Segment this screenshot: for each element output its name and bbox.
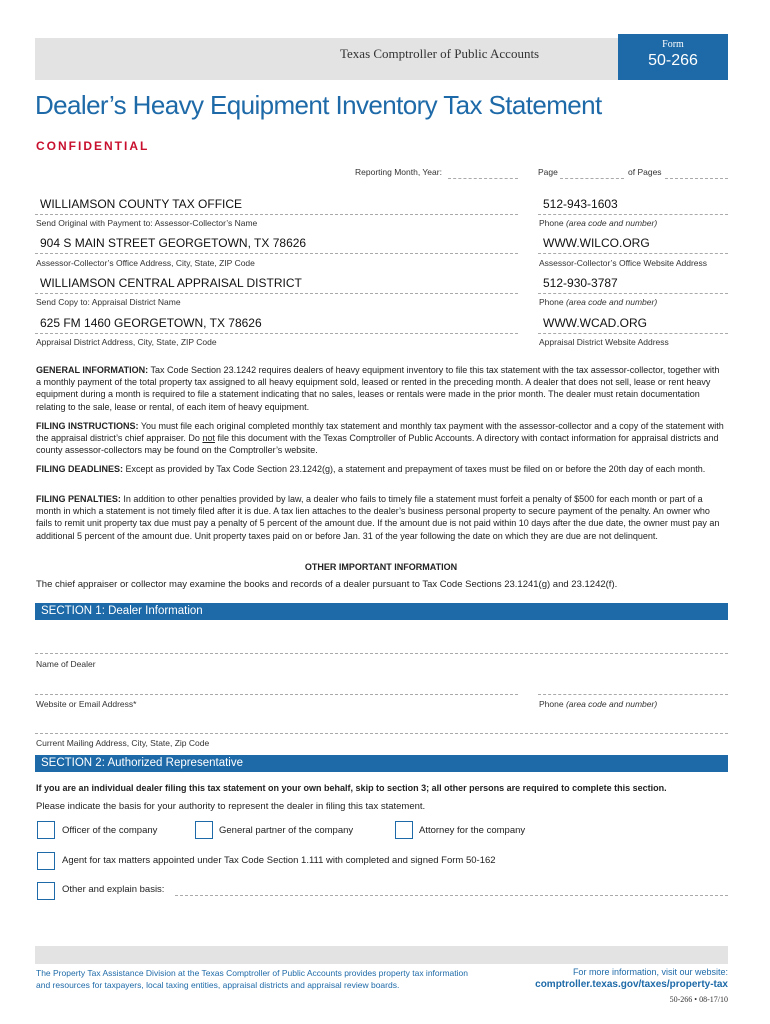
district-website-value[interactable]: WWW.WCAD.ORG bbox=[543, 316, 647, 330]
form-label: Form bbox=[662, 39, 684, 50]
confidential-label: CONFIDENTIAL bbox=[36, 139, 150, 153]
dealer-phone-label: Phone (area code and number) bbox=[539, 699, 658, 709]
district-address-value[interactable]: 625 FM 1460 GEORGETOWN, TX 78626 bbox=[40, 316, 262, 330]
page-field[interactable] bbox=[560, 178, 624, 179]
filing-penalties: FILING PENALTIES: In addition to other penalties provided by law, a dealer who fails to timely file a statement must forfeit a penalty of $500 for each month or part of a month in which a statement is not timely filed after it is due. A tax lien attaches to the dealer’s business personal property to secure payment of the penalty. An owner who fails to remit unit property tax due must pay a penalty of 5 percent of the amount due. If the amount due is not paid within 10 days after the due date, the owner must pay an additional 5 percent of the amount due. Unit property taxes paid on or before Jan. 31 of the year following the date on which they are due are not delinquent. bbox=[36, 494, 720, 541]
field-line bbox=[538, 293, 728, 294]
section2-instruction: If you are an individual dealer filing this tax statement on your own behalf, skip to section 3; all other persons are required to complete this section. bbox=[36, 783, 667, 793]
collector-phone-value[interactable]: 512-943-1603 bbox=[543, 197, 618, 211]
dealer-mailing-field[interactable] bbox=[35, 733, 728, 734]
dealer-name-label: Name of Dealer bbox=[36, 659, 96, 669]
footer-band bbox=[35, 946, 728, 964]
district-address-label: Appraisal District Address, City, State, ZIP Code bbox=[36, 337, 217, 347]
collector-website-label: Assessor-Collector’s Office Website Address bbox=[539, 258, 708, 268]
footer-website-link[interactable]: comptroller.texas.gov/taxes/property-tax bbox=[535, 979, 728, 990]
dealer-mailing-label: Current Mailing Address, City, State, Zip Code bbox=[36, 738, 210, 748]
agent-checkbox[interactable] bbox=[37, 852, 55, 870]
footer-more-info: For more information, visit our website: bbox=[572, 967, 728, 977]
section2-header: SECTION 2: Authorized Representative bbox=[35, 755, 728, 772]
attorney-label: Attorney for the company bbox=[419, 825, 526, 836]
footer-form-code: 50-266 • 08-17/10 bbox=[669, 995, 728, 1004]
other-info-text: The chief appraiser or collector may examine the books and records of a dealer pursuant to Tax Code Sections 23.1241(g) and 23.1242(f). bbox=[36, 579, 618, 590]
section2-basis-prompt: Please indicate the basis for your authority to represent the dealer in filing this tax statement. bbox=[36, 801, 426, 812]
district-phone-value[interactable]: 512-930-3787 bbox=[543, 276, 618, 290]
dealer-name-field[interactable] bbox=[35, 653, 728, 654]
district-website-label: Appraisal District Website Address bbox=[539, 337, 669, 347]
field-line bbox=[35, 293, 518, 294]
district-phone-label: Phone (area code and number) bbox=[539, 297, 658, 307]
field-line bbox=[538, 253, 728, 254]
other-explain-field[interactable] bbox=[175, 895, 728, 896]
filing-deadlines: FILING DEADLINES: Except as provided by Tax Code Section 23.1242(g), a statement and prepayment of taxes must be filed on or before the 20th day of each month. bbox=[36, 464, 706, 474]
agent-label: Agent for tax matters appointed under Tax Code Section 1.111 with completed and signed Form 50-162 bbox=[62, 855, 496, 866]
reporting-month-field[interactable] bbox=[448, 178, 518, 179]
dealer-website-label: Website or Email Address* bbox=[36, 699, 137, 709]
send-original-label: Send Original with Payment to: Assessor-Collector’s Name bbox=[36, 218, 258, 228]
dealer-phone-field[interactable] bbox=[538, 694, 728, 695]
general-information: GENERAL INFORMATION: Tax Code Section 23.1242 requires dealers of heavy equipment inventory to file this tax statement with the tax assessor-collector, together with a monthly payment of the total property tax assigned to all heavy equipment sold, leased or rented in the preceding month. A dealer that does not sell, lease or rent heavy equipment during a month is required to file a statement indicating that no sales, leases or rentals were made in the prior month. The dealer must retain documentation relating to the sale, lease or rental, of each item of heavy equipment. bbox=[36, 365, 720, 412]
attorney-checkbox[interactable] bbox=[395, 821, 413, 839]
page-label: Page bbox=[538, 167, 558, 177]
send-original-value[interactable]: WILLIAMSON COUNTY TAX OFFICE bbox=[40, 197, 243, 211]
section1-header: SECTION 1: Dealer Information bbox=[35, 603, 728, 620]
reporting-month-label: Reporting Month, Year: bbox=[355, 167, 442, 177]
form-number-box bbox=[618, 34, 728, 80]
other-label: Other and explain basis: bbox=[62, 884, 165, 895]
other-info-heading: OTHER IMPORTANT INFORMATION bbox=[304, 562, 458, 572]
footer-description: The Property Tax Assistance Division at the Texas Comptroller of Public Accounts provides property tax information and resources for taxpayers, local taxing entities, appraisal districts and appraisal review boards. bbox=[36, 968, 468, 990]
send-copy-value[interactable]: WILLIAMSON CENTRAL APPRAISAL DISTRICT bbox=[40, 276, 302, 290]
of-pages-label: of Pages bbox=[628, 167, 662, 177]
collector-website-value[interactable]: WWW.WILCO.ORG bbox=[543, 236, 650, 250]
partner-label: General partner of the company bbox=[219, 825, 354, 836]
other-checkbox[interactable] bbox=[37, 882, 55, 900]
field-line bbox=[538, 333, 728, 334]
form-number: 50-266 bbox=[648, 52, 698, 69]
collector-address-label: Assessor-Collector’s Office Address, City, State, ZIP Code bbox=[36, 258, 255, 268]
dealer-website-field[interactable] bbox=[35, 694, 518, 695]
page-title: Dealer’s Heavy Equipment Inventory Tax Statement bbox=[35, 90, 602, 120]
officer-checkbox[interactable] bbox=[37, 821, 55, 839]
filing-instructions: FILING INSTRUCTIONS: You must file each original completed monthly tax statement and monthly tax payment with the assessor-collector and a copy of the statement with the appraisal district’s chief appraiser. Do not file this document with the Texas Comptroller of Public Accounts. A directory with contact information for appraisal districts and county assessor-collectors may be found on the Comptroller’s website. bbox=[36, 421, 724, 456]
officer-label: Officer of the company bbox=[62, 825, 158, 836]
field-line bbox=[538, 214, 728, 215]
of-pages-field[interactable] bbox=[665, 178, 728, 179]
send-copy-label: Send Copy to: Appraisal District Name bbox=[36, 297, 181, 307]
field-line bbox=[35, 253, 518, 254]
partner-checkbox[interactable] bbox=[195, 821, 213, 839]
collector-phone-label: Phone (area code and number) bbox=[539, 218, 658, 228]
field-line bbox=[35, 214, 518, 215]
agency-name: Texas Comptroller of Public Accounts bbox=[340, 46, 540, 61]
collector-address-value[interactable]: 904 S MAIN STREET GEORGETOWN, TX 78626 bbox=[40, 236, 307, 250]
field-line bbox=[35, 333, 518, 334]
